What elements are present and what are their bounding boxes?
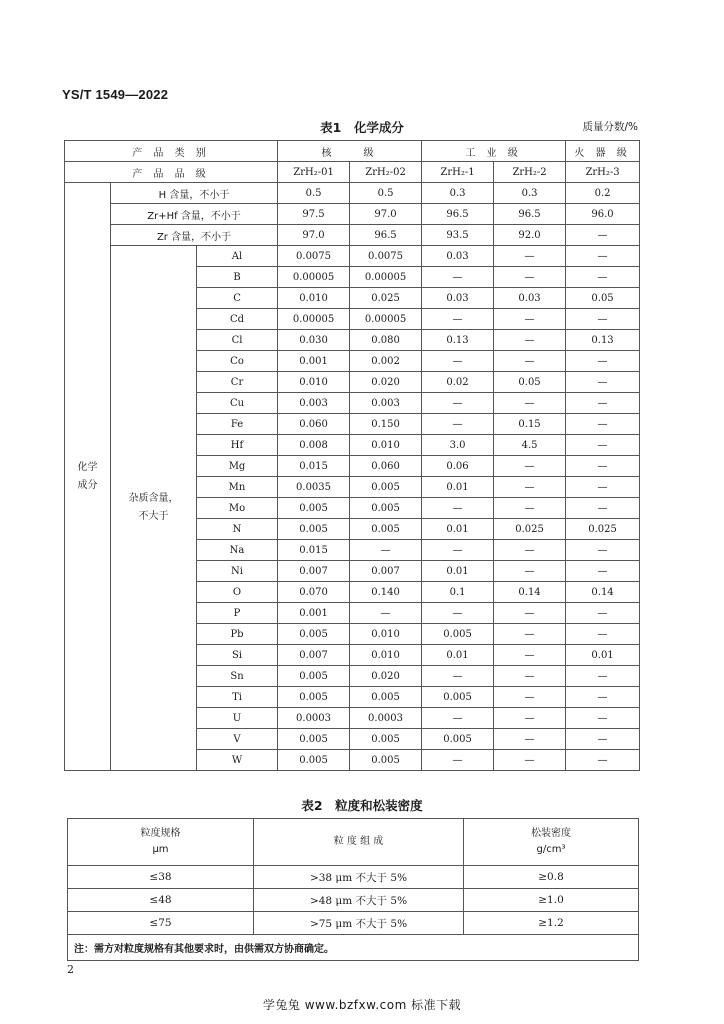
value-cell: 0.015 [278, 540, 350, 561]
value-cell: 0.001 [278, 603, 350, 624]
value-cell: — [494, 393, 566, 414]
value-cell: — [494, 267, 566, 288]
value-cell: — [494, 246, 566, 267]
value-cell: — [494, 624, 566, 645]
value-cell: 0.025 [566, 519, 640, 540]
content-label: Zr+Hf 含量，不小于 [111, 204, 278, 225]
value-cell: — [566, 225, 640, 246]
value-cell: 0.15 [494, 414, 566, 435]
value-cell: 0.1 [422, 582, 494, 603]
element-symbol: P [197, 603, 278, 624]
value-cell: 0.05 [566, 288, 640, 309]
value-cell: 0.02 [422, 372, 494, 393]
value-cell: 0.003 [278, 393, 350, 414]
element-symbol: Ti [197, 687, 278, 708]
table-row [68, 889, 639, 912]
table2-cell: ≥1.2 [464, 912, 639, 935]
value-cell: 0.150 [350, 414, 422, 435]
value-cell: 0.0003 [350, 708, 422, 729]
value-cell: — [422, 666, 494, 687]
value-cell: 0.01 [566, 645, 640, 666]
value-cell: — [350, 540, 422, 561]
value-cell: — [422, 750, 494, 771]
value-cell: — [566, 687, 640, 708]
table-row [68, 912, 639, 935]
value-cell: 0.005 [422, 624, 494, 645]
element-symbol: Mg [197, 456, 278, 477]
table2-note: 注：需方对粒度规格有其他要求时，由供需双方协商确定。 [68, 935, 639, 961]
element-symbol: Na [197, 540, 278, 561]
value-cell: 0.005 [350, 687, 422, 708]
value-cell: 0.01 [422, 477, 494, 498]
grade-header: ZrH₂-2 [494, 162, 566, 183]
table1-title: 表1 化学成分 [320, 120, 404, 135]
value-cell: 0.0003 [278, 708, 350, 729]
element-symbol: N [197, 519, 278, 540]
value-cell: — [494, 603, 566, 624]
value-cell: 0.005 [422, 729, 494, 750]
value-cell: — [494, 645, 566, 666]
value-cell: 0.03 [422, 246, 494, 267]
value-cell: 0.005 [350, 498, 422, 519]
value-cell: — [494, 540, 566, 561]
value-cell: 0.005 [350, 519, 422, 540]
value-cell: — [566, 351, 640, 372]
standard-code: YS/T 1549—2022 [62, 87, 169, 102]
value-cell: 96.5 [350, 225, 422, 246]
value-cell: 4.5 [494, 435, 566, 456]
value-cell: 96.5 [422, 204, 494, 225]
value-cell: 0.010 [278, 288, 350, 309]
value-cell: 0.010 [278, 372, 350, 393]
value-cell: 97.0 [278, 225, 350, 246]
element-symbol: B [197, 267, 278, 288]
value-cell: 0.00005 [350, 309, 422, 330]
table2-cell: ≥1.0 [464, 889, 639, 912]
value-cell: 0.005 [278, 687, 350, 708]
table-row [65, 204, 640, 225]
chemical-composition-label: 化学 成分 [65, 183, 111, 771]
table-row [68, 866, 639, 889]
value-cell: 0.001 [278, 351, 350, 372]
value-cell: — [566, 603, 640, 624]
category-label: 产 品 类 别 [65, 141, 278, 162]
value-cell: 0.0075 [350, 246, 422, 267]
value-cell: — [350, 603, 422, 624]
value-cell: 0.007 [350, 561, 422, 582]
table2-header: 粒 度 组 成 [254, 819, 464, 866]
element-symbol: U [197, 708, 278, 729]
value-cell: 0.008 [278, 435, 350, 456]
element-symbol: Si [197, 645, 278, 666]
value-cell: 0.010 [350, 645, 422, 666]
category-row [65, 141, 640, 162]
value-cell: — [494, 750, 566, 771]
value-cell: — [494, 687, 566, 708]
value-cell: — [566, 393, 640, 414]
value-cell: 0.0075 [278, 246, 350, 267]
element-symbol: Mo [197, 498, 278, 519]
element-symbol: Mn [197, 477, 278, 498]
value-cell: 0.070 [278, 582, 350, 603]
value-cell: 97.0 [350, 204, 422, 225]
value-cell: — [566, 414, 640, 435]
value-cell: 0.14 [494, 582, 566, 603]
value-cell: 0.13 [422, 330, 494, 351]
value-cell: 0.007 [278, 561, 350, 582]
value-cell: 0.025 [494, 519, 566, 540]
element-symbol: Cd [197, 309, 278, 330]
value-cell: 0.005 [350, 477, 422, 498]
value-cell: 0.060 [350, 456, 422, 477]
value-cell: 93.5 [422, 225, 494, 246]
value-cell: 0.080 [350, 330, 422, 351]
value-cell: 0.020 [350, 666, 422, 687]
category-pyrotechnic: 火 器 级 [566, 141, 640, 162]
value-cell: — [566, 456, 640, 477]
value-cell: — [566, 666, 640, 687]
value-cell: 0.005 [422, 687, 494, 708]
element-symbol: Al [197, 246, 278, 267]
table2-cell: ≥0.8 [464, 866, 639, 889]
value-cell: 0.010 [350, 624, 422, 645]
table2-header-row [68, 819, 639, 866]
value-cell: 0.2 [566, 183, 640, 204]
value-cell: — [566, 540, 640, 561]
value-cell: — [566, 246, 640, 267]
table2-cell: >38 μm 不大于 5% [254, 866, 464, 889]
table2-cell: >48 μm 不大于 5% [254, 889, 464, 912]
value-cell: 0.005 [278, 729, 350, 750]
table2-header: 松装密度 g/cm³ [464, 819, 639, 866]
value-cell: — [566, 267, 640, 288]
value-cell: — [494, 666, 566, 687]
value-cell: — [566, 477, 640, 498]
table2-cell: ≤48 [68, 889, 254, 912]
value-cell: 0.13 [566, 330, 640, 351]
grade-row [65, 162, 640, 183]
value-cell: — [422, 267, 494, 288]
chemical-composition-table [64, 140, 640, 771]
value-cell: — [494, 351, 566, 372]
element-symbol: Co [197, 351, 278, 372]
category-industrial: 工 业 级 [422, 141, 566, 162]
value-cell: 92.0 [494, 225, 566, 246]
element-symbol: Cr [197, 372, 278, 393]
value-cell: 0.010 [350, 435, 422, 456]
content-label: H 含量，不小于 [111, 183, 278, 204]
value-cell: — [566, 561, 640, 582]
value-cell: — [422, 351, 494, 372]
table2-header: 粒度规格 μm [68, 819, 254, 866]
value-cell: 0.140 [350, 582, 422, 603]
value-cell: 0.03 [494, 288, 566, 309]
value-cell: — [566, 750, 640, 771]
page-number: 2 [67, 963, 74, 976]
value-cell: 0.5 [350, 183, 422, 204]
value-cell: 0.060 [278, 414, 350, 435]
grade-header: ZrH₂-1 [422, 162, 494, 183]
value-cell: 3.0 [422, 435, 494, 456]
table2-note-row [68, 935, 639, 961]
value-cell: — [494, 330, 566, 351]
value-cell: 0.025 [350, 288, 422, 309]
value-cell: — [566, 729, 640, 750]
element-symbol: Sn [197, 666, 278, 687]
value-cell: — [566, 309, 640, 330]
value-cell: — [566, 708, 640, 729]
element-symbol: Fe [197, 414, 278, 435]
value-cell: 0.06 [422, 456, 494, 477]
grade-label: 产 品 品 级 [65, 162, 278, 183]
value-cell: 0.00005 [350, 267, 422, 288]
content-label: Zr 含量，不小于 [111, 225, 278, 246]
value-cell: — [422, 708, 494, 729]
value-cell: — [494, 309, 566, 330]
value-cell: 0.003 [350, 393, 422, 414]
value-cell: 0.020 [350, 372, 422, 393]
value-cell: 0.00005 [278, 267, 350, 288]
value-cell: 0.05 [494, 372, 566, 393]
grade-header: ZrH₂-02 [350, 162, 422, 183]
value-cell: 0.005 [278, 750, 350, 771]
value-cell: 0.002 [350, 351, 422, 372]
value-cell: 96.5 [494, 204, 566, 225]
value-cell: 0.01 [422, 561, 494, 582]
value-cell: 0.005 [278, 498, 350, 519]
element-symbol: Cu [197, 393, 278, 414]
table1-unit: 质量分数/% [582, 121, 638, 133]
value-cell: — [566, 624, 640, 645]
value-cell: — [422, 309, 494, 330]
value-cell: — [422, 603, 494, 624]
element-symbol: W [197, 750, 278, 771]
element-symbol: Cl [197, 330, 278, 351]
table2-cell: ≤38 [68, 866, 254, 889]
value-cell: 0.015 [278, 456, 350, 477]
grade-header: ZrH₂-3 [566, 162, 640, 183]
value-cell: 0.14 [566, 582, 640, 603]
value-cell: — [494, 708, 566, 729]
element-symbol: C [197, 288, 278, 309]
table-row [65, 246, 640, 267]
value-cell: 0.01 [422, 519, 494, 540]
value-cell: — [494, 477, 566, 498]
element-symbol: Ni [197, 561, 278, 582]
element-symbol: Hf [197, 435, 278, 456]
grade-header: ZrH₂-01 [278, 162, 350, 183]
element-symbol: O [197, 582, 278, 603]
value-cell: 96.0 [566, 204, 640, 225]
value-cell: 0.005 [278, 519, 350, 540]
table-row [65, 183, 640, 204]
value-cell: 0.005 [350, 750, 422, 771]
table2-title: 表2 粒度和松装密度 [301, 798, 423, 813]
value-cell: 0.030 [278, 330, 350, 351]
value-cell: — [422, 393, 494, 414]
value-cell: 0.005 [278, 624, 350, 645]
value-cell: — [422, 414, 494, 435]
table-row [65, 225, 640, 246]
value-cell: 0.007 [278, 645, 350, 666]
particle-size-table [67, 818, 639, 961]
value-cell: 0.03 [422, 288, 494, 309]
value-cell: 0.3 [422, 183, 494, 204]
element-symbol: Pb [197, 624, 278, 645]
value-cell: 0.00005 [278, 309, 350, 330]
value-cell: — [422, 540, 494, 561]
value-cell: 97.5 [278, 204, 350, 225]
table2-cell: >75 μm 不大于 5% [254, 912, 464, 935]
element-symbol: V [197, 729, 278, 750]
value-cell: — [566, 435, 640, 456]
value-cell: — [494, 729, 566, 750]
value-cell: — [422, 498, 494, 519]
table2-cell: ≤75 [68, 912, 254, 935]
value-cell: 0.5 [278, 183, 350, 204]
value-cell: 0.005 [278, 666, 350, 687]
footer-watermark: 学兔兔 www.bzfxw.com 标准下载 [262, 998, 462, 1012]
value-cell: — [494, 456, 566, 477]
value-cell: 0.005 [350, 729, 422, 750]
value-cell: — [494, 498, 566, 519]
category-nuclear: 核 级 [278, 141, 422, 162]
value-cell: 0.3 [494, 183, 566, 204]
value-cell: 0.0035 [278, 477, 350, 498]
value-cell: — [566, 498, 640, 519]
impurity-label: 杂质含量， 不大于 [111, 246, 197, 771]
value-cell: 0.01 [422, 645, 494, 666]
value-cell: — [494, 561, 566, 582]
value-cell: — [566, 372, 640, 393]
